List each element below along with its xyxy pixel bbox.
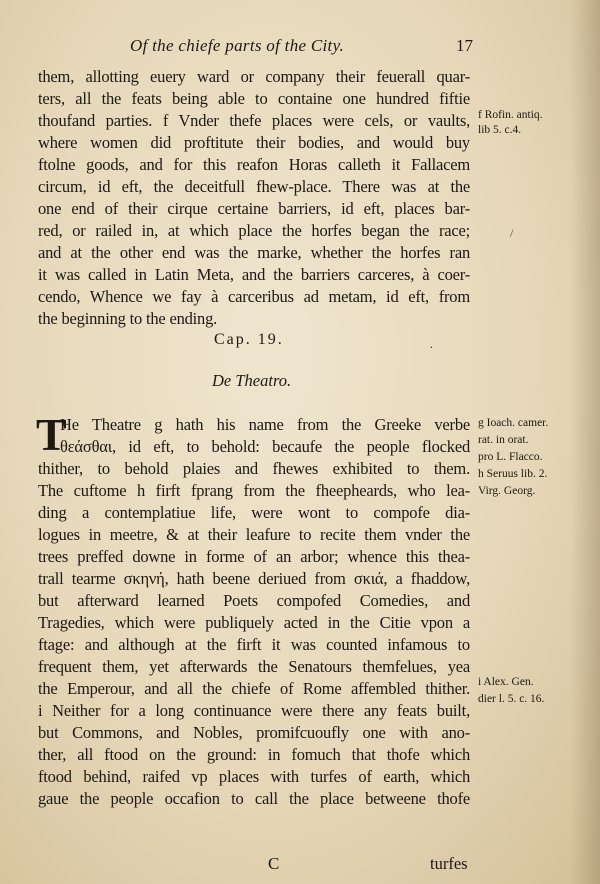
text-line: ftood behind, raifed vp places with turfes of earth, which	[38, 767, 470, 786]
margin-note: rat. in orat.	[478, 434, 529, 446]
text-line: ters, all the feats being able to containe one hundred fiftie	[38, 89, 470, 108]
margin-note: i Alex. Gen.	[478, 676, 534, 688]
margin-note: f Rofin. antiq.	[478, 109, 543, 121]
margin-note: h Seruus lib. 2.	[478, 468, 548, 480]
drop-capital: T	[36, 409, 67, 460]
text-line: gaue the people occafion to call the place betweene thofe	[38, 789, 470, 808]
text-line: it was called in Latin Meta, and the barriers carceres, à coer-	[38, 265, 470, 284]
text-line: He Theatre g hath his name from the Greeke verbe	[60, 415, 470, 434]
page-number: 17	[456, 36, 473, 55]
text-line: thither, to behold plaies and fhewes exhibited to them.	[38, 459, 470, 478]
margin-note: Virg. Georg.	[478, 485, 536, 497]
running-title: Of the chiefe parts of the City.	[130, 36, 345, 55]
text-line: red, or railed in, at which place the horfes began the race;	[38, 221, 470, 240]
text-line: one end of their cirque certaine barriers, id eft, places bar-	[38, 199, 470, 218]
text-line: the Emperour, and all the chiefe of Rome affembled thither.	[38, 679, 470, 698]
text-line: where women did proftitute their bodies, and would buy	[38, 133, 470, 152]
margin-note: dier l. 5. c. 16.	[478, 693, 545, 705]
text-line: the beginning to the ending.	[38, 309, 218, 328]
text-line: ftolne goods, and for this reafon Horas calleth it Fallacem	[38, 155, 470, 174]
text-line: trall tearme σκηνή, hath beene deriued from σκιά, a fhaddow,	[38, 569, 470, 588]
ink-mark: /	[510, 226, 514, 240]
signature-mark: C	[268, 854, 280, 873]
text-line: ding a contemplatiue life, were wont to compofe dia-	[38, 503, 470, 522]
chapter-heading: Cap. 19.	[214, 331, 284, 348]
text-line: ftage: and although at the firft it was counted infamous to	[38, 635, 470, 654]
catchword: turfes	[430, 854, 468, 873]
text-line: and at the other end was the marke, whether the horfes ran	[38, 243, 470, 262]
text-line: Tragedies, which were publiquely acted in the Citie vpon a	[38, 613, 470, 632]
text-line: circum, id eft, the deceitfull fhew-place. There was at the	[38, 177, 470, 196]
text-line: but afterward learned Poets compofed Comedies, and	[38, 591, 470, 610]
text-line: thoufand parties. f Vnder thefe places were cels, or vaults,	[38, 111, 470, 130]
text-line: them, allotting euery ward or company their feuerall quar-	[38, 67, 470, 86]
text-line: θεάσθαι, id eft, to behold: becaufe the people flocked	[60, 437, 470, 456]
margin-note: lib 5. c.4.	[478, 124, 522, 136]
margin-note: g Ioach. camer.	[478, 417, 549, 429]
stray-dot: .	[430, 337, 433, 351]
chapter-subheading: De Theatro.	[212, 371, 292, 390]
margin-note: pro L. Flacco.	[478, 451, 543, 463]
text-line: logues in meetre, & at their leafure to recite them vnder the	[38, 525, 470, 544]
text-line: i Neither for a long continuance were there any feats built,	[38, 701, 470, 720]
text-line: but Commons, and Nobles, promifcuoufly one with ano-	[38, 723, 470, 742]
text-line: cendo, Whence we fay à carceribus ad metam, id eft, from	[38, 287, 470, 306]
text-line: trees preffed downe in forme of an arbor; whence this thea-	[38, 547, 470, 566]
page-edge-shadow	[570, 0, 600, 884]
text-line: The cuftome h firft fprang from the fheepheards, who lea-	[38, 481, 470, 500]
text-line: frequent them, yet afterwards the Senatours themfelues, yea	[38, 657, 470, 676]
text-line: ther, all ftood on the ground: in fomuch that thofe which	[38, 745, 470, 764]
